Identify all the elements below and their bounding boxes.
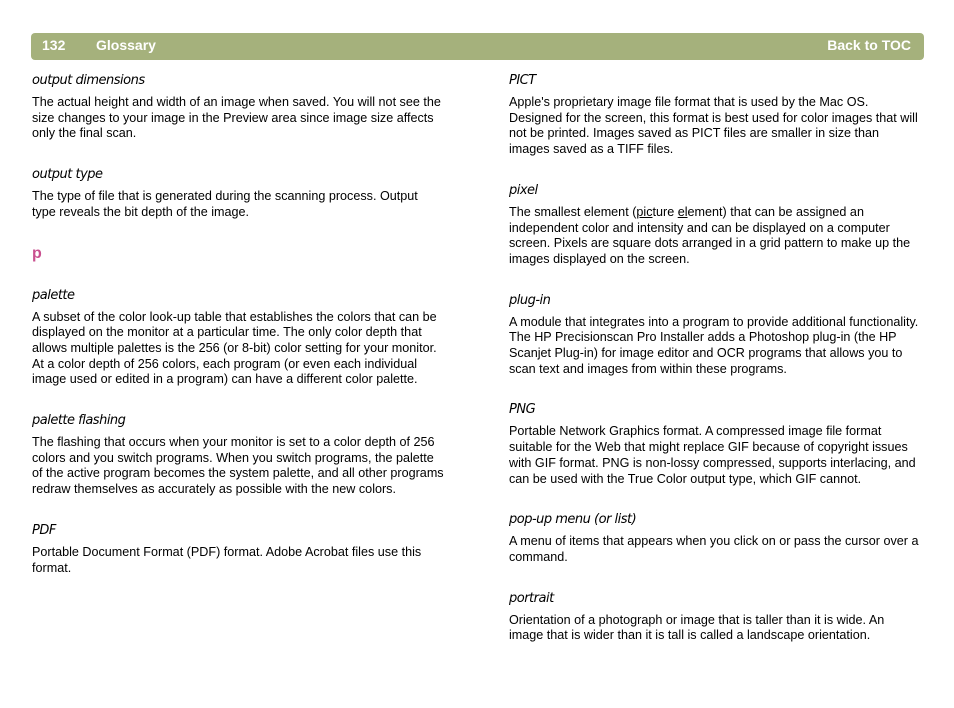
definition: Portable Network Graphics format. A compressed image file format suitable for the Web that might replace GIF because of copyright issues with GIF format. PNG is non-lossy compressed, supports interlacing, and can be used with the True Color output type, which GIF cannot. (509, 424, 916, 486)
term-output-dimensions: output dimensions (32, 73, 145, 88)
left-column (32, 72, 444, 600)
term-palette-flashing: palette flashing (32, 413, 126, 429)
definition: Orientation of a photograph or image that is taller than it is wide. An image that is wider than it is tall is called a landscape orientation. (509, 612, 885, 643)
definition: A subset of the color look-up table that establishes the colors that can be displayed on the monitor at a particular time. The only color depth that allows multiple palettes is the 256 (or 8-bit) color setting for your monitor. At a color depth of 256 colors, each program (or even each individual image used or edited in a program) can have a different color palette. (32, 309, 437, 387)
glossary-entry (509, 511, 921, 565)
definition: The flashing that occurs when your monitor is set to a color depth of 256 colors and you switch programs. When you switch programs, the palette of the active program becomes the system palette, and all other programs redraw themselves as accurately as possible with the new colors. (32, 435, 444, 497)
term-pixel: pixel (509, 182, 538, 198)
glossary-entry (509, 292, 921, 378)
definition: Portable Document Format (PDF) format. Adobe Acrobat files use this format. (32, 544, 422, 575)
glossary-entry (509, 72, 921, 158)
glossary-entry (509, 401, 921, 487)
page-number: 132 (42, 37, 66, 53)
definition: A module that integrates into a program to provide additional functionality. The HP Precisionscan Pro Installer adds a Photoshop plug-in (the HP Scanjet Plug-in) for image editor and OCR programs that allows you to scan text and images from within these programs. (509, 314, 919, 376)
definition: A menu of items that appears when you click on or pass the cursor over a command. (509, 534, 919, 564)
glossary-entry (32, 412, 444, 498)
section-title: Glossary (96, 37, 156, 53)
term-plug-in: plug-in (509, 292, 551, 308)
definition-text: The smallest element ( (509, 204, 637, 219)
definition: Apple's proprietary image file format that is used by the Mac OS. Designed for the screen, this format is best used for color images that will not be printed. Images saved as PICT files are smaller in size than images saved as a TIFF files. (509, 95, 918, 157)
term-popup-menu: pop-up menu (or list) (509, 512, 637, 528)
right-column (509, 72, 921, 668)
back-to-toc-link[interactable]: Back to TOC (827, 37, 911, 53)
definition-text: ture (652, 204, 678, 219)
term-pict: PICT (509, 73, 536, 88)
glossary-entry (32, 166, 444, 220)
page-header (31, 33, 924, 60)
glossary-entry (32, 287, 444, 389)
glossary-entry (509, 590, 921, 644)
glossary-entry (509, 182, 921, 268)
underlined-text: pic (636, 204, 653, 219)
definition: The type of file that is generated during the scanning process. Output type reveals the bit depth of the image. (32, 189, 418, 219)
glossary-entry (32, 72, 444, 142)
definition: The actual height and width of an image when saved. You will not see the size changes to your image in the Preview area since image size affects only the final scan. (32, 95, 441, 141)
term-pdf: PDF (32, 522, 56, 538)
glossary-entry (32, 522, 444, 576)
term-palette: palette (32, 287, 75, 303)
term-png: PNG (509, 402, 536, 418)
definition-text: ement) that can be assigned an independent color and intensity and can be displayed on a computer screen. Pixels are square dots arranged in a grid pattern to make up the images displayed on the screen. (509, 204, 911, 266)
underlined-text: el (677, 204, 688, 219)
term-portrait: portrait (509, 590, 554, 606)
section-letter: p (32, 244, 42, 262)
term-output-type: output type (32, 167, 103, 183)
definition (509, 205, 921, 268)
